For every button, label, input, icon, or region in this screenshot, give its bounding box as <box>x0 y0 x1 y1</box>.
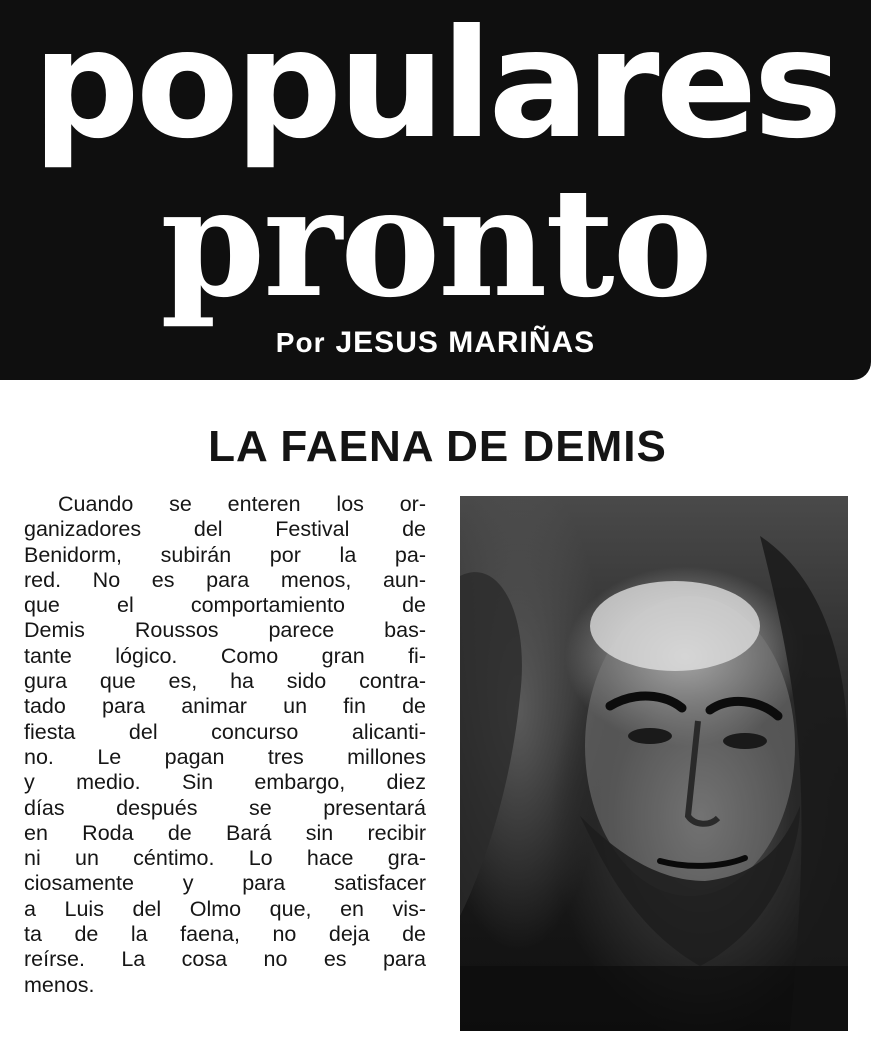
body-line: Benidorm, subirán por la pa- <box>24 542 426 567</box>
body-line: no. Le pagan tres millones <box>24 744 426 769</box>
masthead-banner <box>0 0 871 380</box>
article-body <box>24 492 426 998</box>
body-line: tante lógico. Como gran fi- <box>24 643 426 668</box>
body-line: ni un céntimo. Lo hace gra- <box>24 846 426 871</box>
body-line: fiesta del concurso alicanti- <box>24 719 426 744</box>
body-line: gura que es, ha sido contra- <box>24 669 426 694</box>
byline <box>0 326 871 360</box>
body-line: ganizadores del Festival de <box>24 517 426 542</box>
body-line: Demis Roussos parece bas- <box>24 618 426 643</box>
body-line: reírse. La cosa no es para <box>24 947 426 972</box>
body-line: que el comportamiento de <box>24 593 426 618</box>
body-line: ciosamente y para satisfacer <box>24 871 426 896</box>
masthead-title-line2: pronto <box>160 155 711 331</box>
body-line: menos. <box>24 972 95 997</box>
body-line: ta de la faena, no deja de <box>24 922 426 947</box>
body-line: tado para animar un fin de <box>24 694 426 719</box>
body-line: y medio. Sin embargo, diez <box>24 770 426 795</box>
body-line: en Roda de Bará sin recibir <box>24 820 426 845</box>
body-line: a Luis del Olmo que, en vis- <box>24 896 426 921</box>
body-line: días después se presentará <box>24 795 426 820</box>
body-line: Cuando se enteren los or- <box>58 492 426 516</box>
byline-prefix: Por <box>275 327 326 358</box>
byline-author: JESUS MARIÑAS <box>335 326 596 359</box>
portrait-illustration <box>460 496 848 1031</box>
article-headline: LA FAENA DE DEMIS <box>208 422 667 471</box>
body-line: red. No es para menos, aun- <box>24 567 426 592</box>
masthead-title-line1: populares <box>32 0 839 172</box>
portrait-photo <box>460 496 848 1031</box>
